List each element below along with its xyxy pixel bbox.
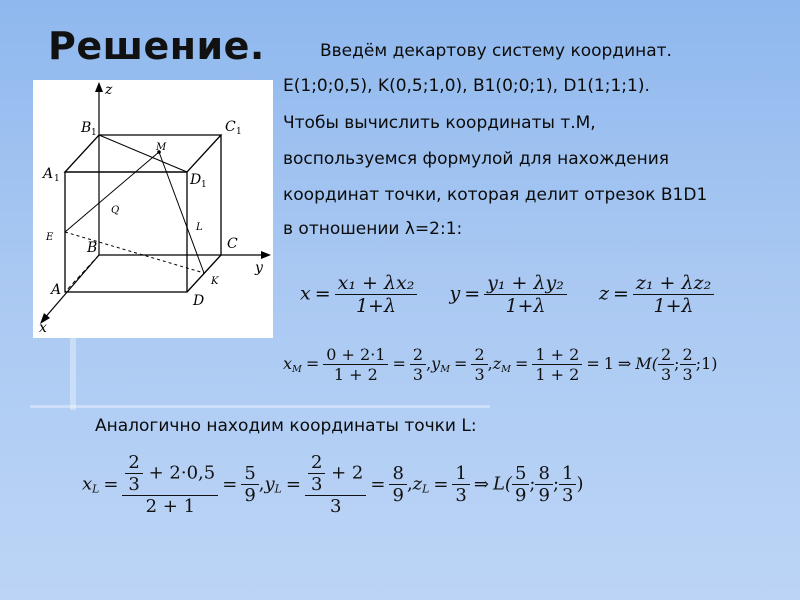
m-y-sub: M (440, 363, 451, 375)
label-E: E (46, 232, 54, 243)
m-x-frac (323, 345, 388, 384)
formula-x-frac (335, 272, 418, 317)
label-C1: C (225, 119, 236, 135)
l-z-sub: L (422, 482, 430, 496)
label-z: z (105, 82, 113, 98)
intro-line-4: воспользуемся формулой для нахождения (283, 149, 670, 169)
l-y-tail: + 2 (331, 462, 364, 484)
m-z-label: z (492, 354, 502, 373)
m-z-den: 1 + 2 (532, 364, 582, 384)
edge-BA (65, 255, 99, 292)
label-D1: D (190, 172, 202, 188)
m-r2-den: 3 (680, 364, 696, 384)
l-r2-den: 9 (535, 484, 552, 506)
m-calculation: $x_M$ = $\frac{0 + 2\cdot 1}{1 + 2}$ = $\frac{2}{3}$ $,y_M$ = $\frac{2}{3}$ $,z_M$ = $\frac{1 + 2}{1 + 2}$ = 1 ⇒ M( $\frac{2}{3}$ ; $\frac{2}{3}$ ;1) (283, 345, 718, 384)
label-A1: A (43, 166, 54, 182)
line-EK (65, 232, 204, 273)
l-x-res (241, 463, 258, 506)
l-y-res-num: 8 (392, 463, 404, 484)
m-r2-num: 2 (682, 345, 693, 364)
label-B: B (87, 240, 98, 256)
intro-line-1: Введём декартову систему координат. (320, 41, 672, 61)
formula-y-num: y₁ + λy₂ (487, 272, 564, 294)
l-y-den: 3 (305, 495, 366, 517)
label-C1-sub: 1 (236, 127, 242, 137)
l-r1-num: 5 (514, 463, 527, 484)
cube-diagram (33, 80, 273, 338)
l-x-res-den: 9 (241, 484, 258, 506)
l-x-sub: L (92, 482, 100, 496)
m-z-num: 1 + 2 (535, 345, 580, 364)
analog-line: Аналогично находим координаты точки L: (95, 416, 477, 436)
intro-line-5: координат точки, которая делит отрезок B1D1 (283, 185, 708, 205)
label-A1-sub: 1 (54, 174, 60, 184)
m-x-den: 1 + 2 (323, 364, 388, 384)
z-axis-arrow (95, 82, 103, 92)
label-M: M (156, 142, 167, 153)
m-r1-den: 3 (658, 364, 674, 384)
m-x-res (410, 345, 426, 384)
label-B1-sub: 1 (91, 128, 97, 138)
formula-z-lhs: z (598, 282, 609, 305)
l-x-num (122, 452, 218, 495)
decorative-vertical-bar (70, 330, 76, 410)
m-z-sub: M (501, 363, 511, 375)
m-result-frac-1 (658, 345, 674, 384)
formula-x-lhs: x (300, 282, 311, 305)
label-L: L (196, 222, 203, 233)
slide-title: Решение. (48, 24, 265, 68)
l-result-suffix: ) (576, 473, 584, 495)
l-z-frac (452, 463, 469, 506)
l-y-frac (305, 452, 366, 517)
label-A: A (51, 282, 62, 298)
m-result-prefix: M( (635, 354, 658, 373)
m-x-num: 0 + 2·1 (326, 345, 386, 364)
intro-line-2: E(1;0;0,5), K(0,5;1,0), B1(0;0;1), D1(1;1;1). (283, 76, 650, 96)
m-result-frac-2 (680, 345, 696, 384)
l-y-inner-den: 3 (308, 473, 325, 495)
l-y-sub: L (274, 482, 282, 496)
l-r2-num: 8 (538, 463, 550, 484)
l-y-res (389, 463, 406, 506)
l-x-inner-den: 3 (125, 473, 142, 495)
m-x-res-den: 3 (410, 364, 426, 384)
l-result-prefix: L( (492, 473, 512, 495)
l-y-inner-num: 2 (310, 452, 323, 473)
formula-z-frac (633, 272, 714, 317)
label-x: x (39, 320, 47, 336)
l-result-frac-1 (512, 463, 529, 506)
m-y-den: 3 (471, 364, 487, 384)
m-z-frac (532, 345, 582, 384)
m-y-frac (471, 345, 487, 384)
m-x-res-num: 2 (412, 345, 424, 364)
cube-figure (33, 80, 273, 338)
formula-y-den: 1+λ (484, 294, 567, 317)
l-z-num: 1 (455, 463, 467, 484)
intro-line-6: в отношении λ=2:1: (283, 219, 463, 239)
general-formula: x = $\frac{\text{x₁ + λx₂}}{1+\lambda}$ y = $\frac{\text{y₁ + λy₂}}{1+\lambda}$ z = $\frac{\text{z₁ + λz₂}}{1+\lambda}$ (300, 272, 714, 317)
decorative-horizontal-bar (30, 405, 490, 408)
formula-z-den: 1+λ (633, 294, 714, 317)
line-ME (65, 152, 159, 232)
l-r1-den: 9 (512, 484, 529, 506)
label-D1-sub: 1 (201, 180, 207, 190)
formula-y-frac (484, 272, 567, 317)
l-x-inner-frac (125, 452, 142, 495)
l-z-label: z (412, 473, 423, 495)
l-result-frac-2 (535, 463, 552, 506)
l-x-res-num: 5 (244, 463, 256, 484)
l-y-num (305, 452, 366, 495)
formula-y-lhs: y (449, 282, 461, 305)
formula-x-num: x₁ + λx₂ (337, 272, 415, 294)
m-z-res: 1 (603, 354, 614, 373)
m-x-sub: M (292, 363, 302, 375)
m-x-label: x (283, 354, 293, 373)
y-axis-arrow (261, 251, 271, 259)
l-calculation: $x_L$ = $\frac{2}{3}$ + 2·0,5 2 + 1 = $\frac{5}{9}$ $,y_L$ = $\frac{2}{3}$ + 2 3 = $\frac{8}{9}$ $,z_L$ = $\frac{1}{3}$ ⇒ L( $\frac{5}{9}$ ; $\frac{8}{9}$ ; $\frac{1}{3}$ ) (82, 452, 584, 517)
m-y-label: y (431, 354, 441, 373)
label-Q: Q (111, 205, 120, 216)
label-B1: B (81, 120, 92, 136)
label-y: y (255, 260, 263, 276)
l-x-inner-num: 2 (128, 452, 140, 473)
intro-line-3: Чтобы вычислить координаты т.M, (283, 113, 596, 133)
formula-x-den: 1+λ (335, 294, 418, 317)
m-r1-num: 2 (660, 345, 672, 364)
m-result-suffix: ;1) (695, 354, 718, 373)
l-y-res-den: 9 (389, 484, 406, 506)
l-result-frac-3 (559, 463, 576, 506)
l-x-label: x (82, 473, 93, 495)
m-y-num: 2 (474, 345, 485, 364)
l-x-tail: + 2·0,5 (148, 462, 216, 484)
l-r3-den: 3 (559, 484, 576, 506)
l-z-den: 3 (452, 484, 469, 506)
l-y-label: y (264, 473, 275, 495)
formula-z-num: z₁ + λz₂ (635, 272, 712, 294)
label-D: D (193, 293, 205, 309)
label-K: K (211, 276, 219, 287)
l-r3-num: 1 (562, 463, 574, 484)
l-x-den: 2 + 1 (122, 495, 218, 517)
label-C: C (227, 236, 238, 252)
l-y-inner-frac (308, 452, 325, 495)
diagonal-B1D1 (99, 135, 187, 172)
l-x-frac (122, 452, 218, 517)
